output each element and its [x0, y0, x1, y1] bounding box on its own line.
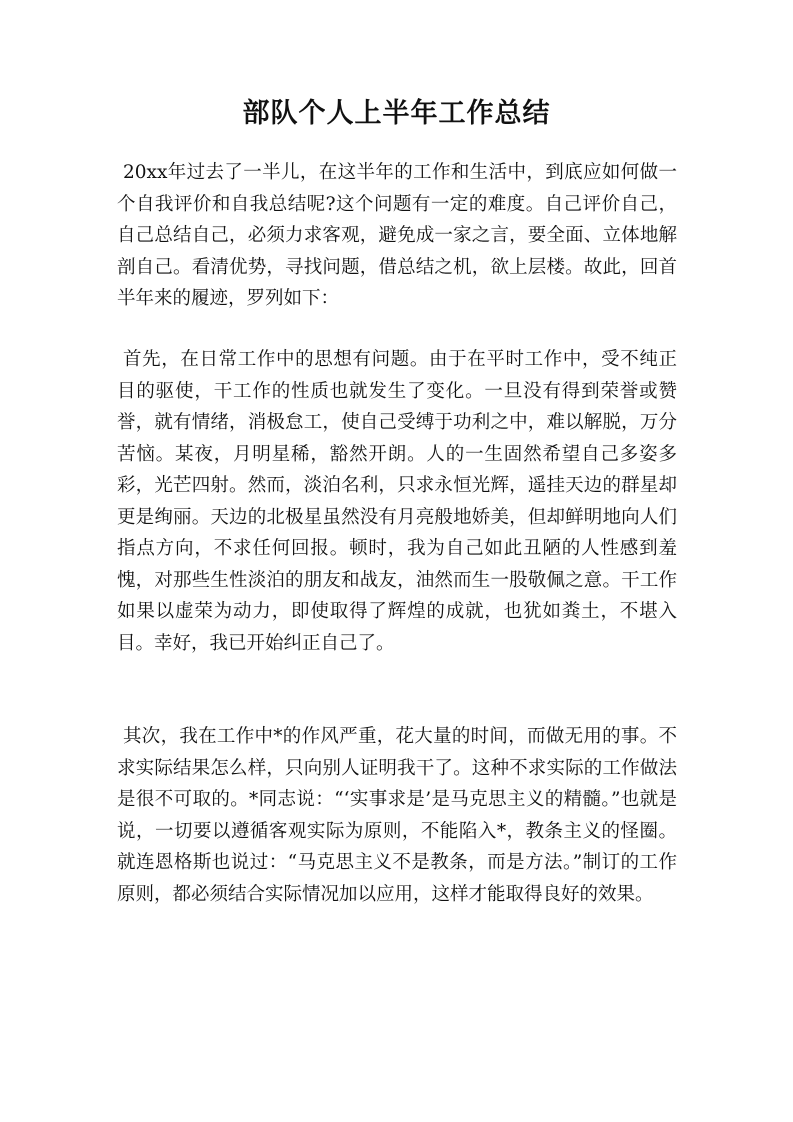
paragraph-intro: 20xx年过去了一半儿，在这半年的工作和生活中，到底应如何做一个自我评价和自我总结呢?这个问题有一定的难度。自己评价自己，自己总结自己，必须力求客观，避免成一家之言，要全面、立体地解剖自己。看清优势，寻找问题，借总结之机，欲上层楼。故此，回首半年来的履迹，罗列如下：	[117, 162, 677, 309]
paragraph-second-point: 其次，我在工作中*的作风严重，花大量的时间，而做无用的事。不求实际结果怎么样，只向别人证明我干了。这种不求实际的工作做法是很不可取的。*同志说：“‘实事求是’是马克思主义的精髓。”也就是说，一切要以遵循客观实际为原则，不能陷入*，教条主义的怪圈。就连恩格斯也说过：“马克思主义不是教条，而是方法。”制订的工作原则，都必须结合实际情况加以应用，这样才能取得良好的效果。	[117, 726, 677, 905]
paragraph-first-point: 首先，在日常工作中的思想有问题。由于在平时工作中，受不纯正目的驱使，干工作的性质也就发生了变化。一旦没有得到荣誉或赞誉，就有情绪，消极怠工，使自己受缚于功利之中，难以解脱，万分苦恼。某夜，月明星稀，豁然开朗。人的一生固然希望自己多姿多彩，光芒四射。然而，淡泊名利，只求永恒光辉，遥挂天边的群星却更是绚丽。天边的北极星虽然没有月亮般地娇美，但却鲜明地向人们指点方向，不求任何回报。顿时，我为自己如此丑陋的人性感到羞愧，对那些生性淡泊的朋友和战友，油然而生一股敬佩之意。干工作如果以虚荣为动力，即使取得了辉煌的成就，也犹如粪土，不堪入目。幸好，我已开始纠正自己了。	[117, 349, 677, 654]
page-title: 部队个人上半年工作总结	[242, 98, 551, 129]
